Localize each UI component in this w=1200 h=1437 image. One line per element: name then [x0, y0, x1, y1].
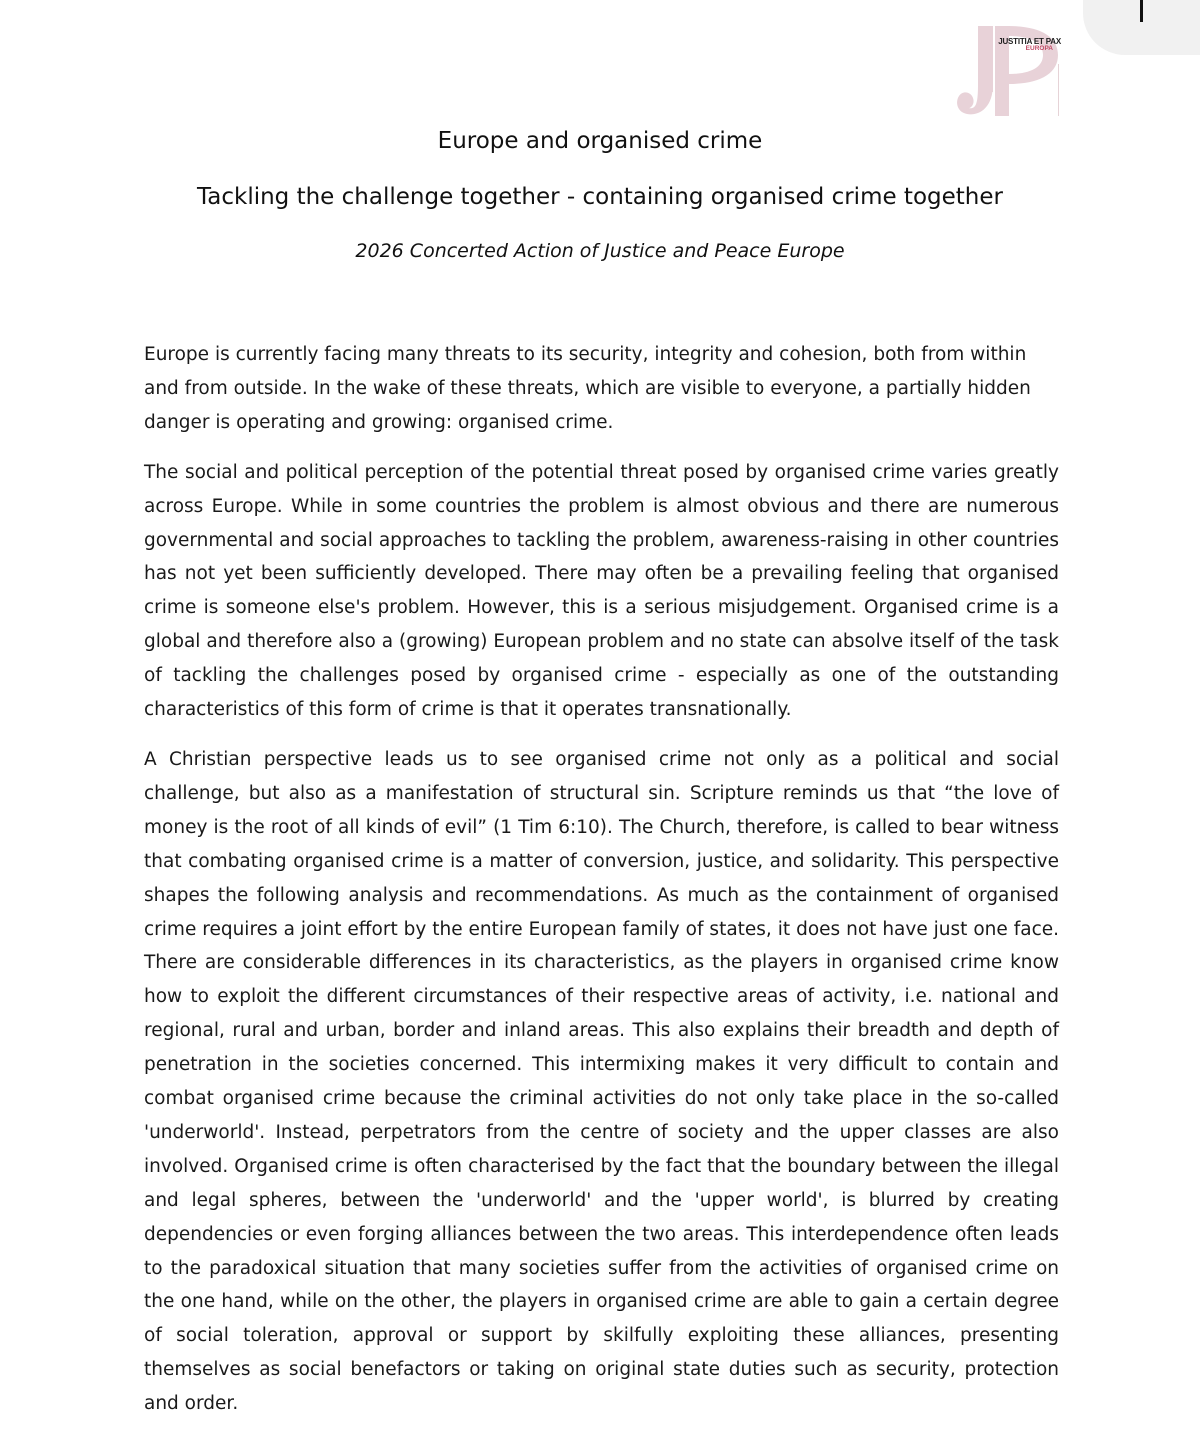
- document-subtitle: Tackling the challenge together - containing organised crime together: [197, 184, 1003, 210]
- document-body: [144, 338, 1059, 1437]
- logo-wordmark: [991, 38, 1061, 53]
- logo-divider: [1058, 64, 1059, 116]
- logo-text-line2: EUROPA: [1025, 45, 1053, 53]
- document-title: Europe and organised crime: [437, 128, 763, 154]
- body-paragraph-2: The social and political perception of the potential threat posed by organised crime varies greatly across Europe. While in some countries the problem is almost obvious and there are numerous governmental and social approaches to tackling the problem, awareness-raising in other countries has not yet been sufficiently developed. There may often be a prevailing feeling that organised crime is someone else's problem. However, this is a serious misjudgement. Organised crime is a global and therefore also a (growing) European problem and no state can absolve itself of the task of tackling the challenges posed by organised crime - especially as one of the outstanding characteristics of this form of crime is that it operates transnationally.: [144, 461, 1059, 721]
- text-cursor: [1140, 0, 1143, 22]
- body-paragraph-1: Europe is currently facing many threats to its security, integrity and cohesion, both from within and from outside. In the wake of these threats, which are visible to everyone, a partially hidden danger is operating and growing: organised crime.: [144, 344, 1031, 433]
- body-paragraph-3: A Christian perspective leads us to see organised crime not only as a political and social challenge, but also as a manifestation of structural sin. Scripture reminds us that “the love of money is the root of all kinds of evil” (1 Tim 6:10). The Church, therefore, is called to bear witness that combating organised crime is a matter of conversion, justice, and solidarity. This perspective shapes the following analysis and recommendations. As much as the containment of organised crime requires a joint effort by the entire European family of states, it does not have just one face. There are considerable differences in its characteristics, as the players in organised crime know how to exploit the different circumstances of their respective areas of activity, i.e. national and regional, rural and urban, border and inland areas. This also explains their breadth and depth of penetration in the societies concerned. This intermixing makes it very difficult to contain and combat organised crime because the criminal activities do not only take place in the so-called 'underworld'. Instead, perpetrators from the centre of society and the upper classes are also involved. Organised crime is often characterised by the fact that the boundary between the illegal and legal spheres, between the 'underworld' and the 'upper world', is blurred by creating dependencies or even forging alliances between the two areas. This interdependence often leads to the paradoxical situation that many societies suffer from the activities of organised crime on the one hand, while on the other, the players in organised crime are able to gain a certain degree of social toleration, approval or support by skilfully exploiting these alliances, presenting themselves as social benefactors or taking on original state duties such as security, protection and order.: [144, 748, 1059, 1415]
- document-tagline: 2026 Concerted Action of Justice and Peace Europe: [355, 240, 845, 262]
- logo-text-line1: JUSTITIA ET PAX: [998, 37, 1061, 46]
